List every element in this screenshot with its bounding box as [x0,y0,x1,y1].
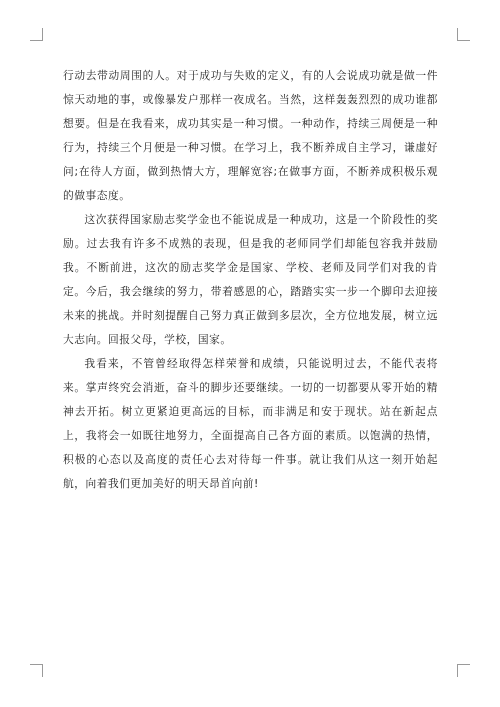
crop-mark-bottom-left [30,664,43,677]
crop-mark-top-left [30,28,43,41]
crop-mark-top-right [457,28,470,41]
paragraph-2: 这次获得国家励志奖学金也不能说成是一种成功，这是一个阶段性的奖励。过去我有许多不成熟的表现，但是我的老师同学们却能包容我并鼓励我。不断前进，这次的励志奖学金是国家、学校、老师及同学们对我的肯定。今后，我会继续的努力，带着感恩的心，踏踏实实一步一个脚印去迎接未来的挑战。并时刻提醒自己努力真正做到多层次，全方位地发展，树立远大志向。回报父母，学校，国家。 [63,213,438,346]
paragraph-1: 行动去带动周围的人。对于成功与失败的定义，有的人会说成功就是做一件惊天动地的事，或像暴发户那样一夜成名。当然，这样轰轰烈烈的成功谁都想要。但是在我看来，成功其实是一种习惯。一种动作，持续三周便是一种行为，持续三个月便是一种习惯。在学习上，我不断养成自主学习，谦虚好问;在待人方面，做到热情大方，理解宽容;在做事方面，不断养成积极乐观的做事态度。 [63,69,438,202]
document-body [63,64,438,496]
paragraph-3: 我看来，不管曾经取得怎样荣誉和成绩，只能说明过去，不能代表将来。掌声终究会消逝，奋斗的脚步还要继续。一切的一切都要从零开始的精神去开拓。树立更紧迫更高远的目标，而非满足和安于现状。站在新起点上，我将会一如既往地努力，全面提高自己各方面的素质。以饱满的热情，积极的心态以及高度的责任心去对待每一件事。就让我们从这一刻开始起航，向着我们更加美好的明天昂首向前! [63,357,438,490]
crop-mark-bottom-right [457,664,470,677]
